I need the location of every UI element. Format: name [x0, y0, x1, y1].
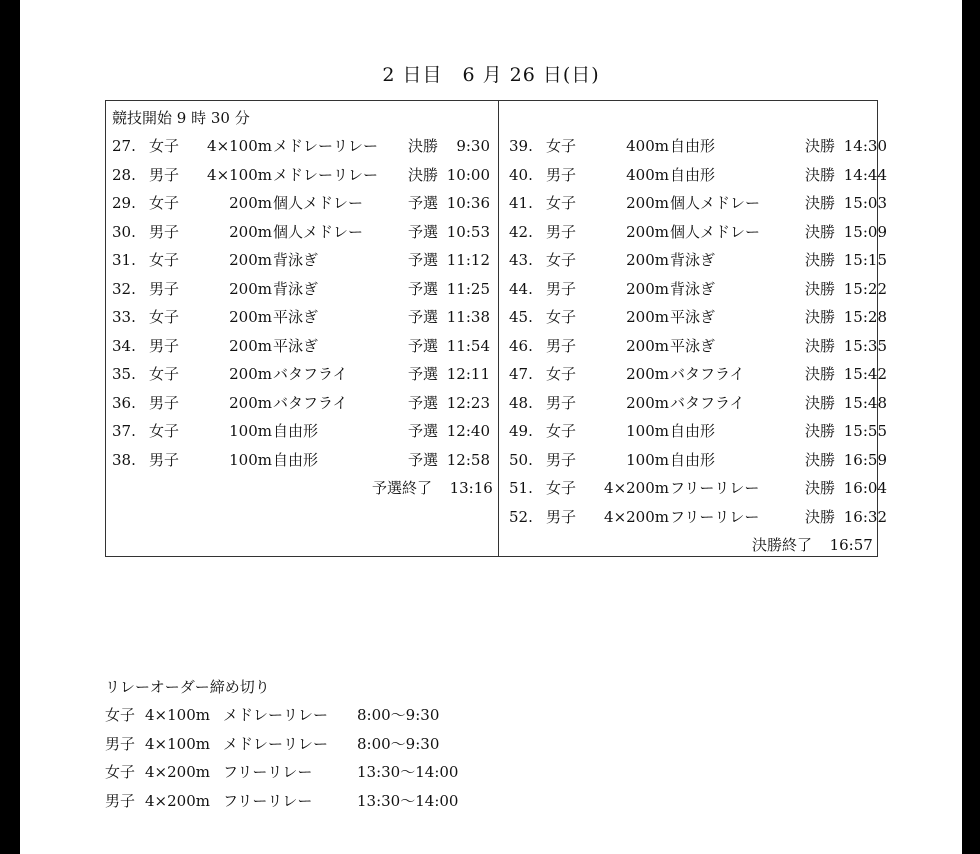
event-name: 自由形	[670, 450, 716, 469]
event-distance: 4×200m	[604, 479, 669, 497]
column-divider	[498, 101, 499, 556]
page-title: 2 日目 6 月 26 日(日)	[382, 64, 600, 86]
event-name: フリーリレー	[670, 479, 760, 497]
event-name: フリーリレー	[670, 507, 760, 526]
event-number: 30.	[112, 222, 136, 241]
event-number: 37.	[112, 422, 136, 440]
relay-gender: 男子	[105, 791, 136, 810]
event-round: 決勝	[805, 507, 836, 526]
event-number: 35.	[112, 365, 136, 383]
event-round: 予選	[408, 393, 439, 412]
event-distance: 200m	[626, 251, 669, 269]
event-gender: 女子	[546, 137, 577, 155]
start-time-label: 競技開始 9 時 30 分	[112, 109, 250, 127]
event-time: 12:23	[446, 393, 490, 412]
event-round: 決勝	[805, 222, 836, 241]
event-time: 9:30	[456, 137, 490, 155]
event-time: 11:25	[446, 279, 490, 298]
schedule-row	[509, 247, 889, 273]
event-distance: 200m	[626, 365, 669, 383]
schedule-page	[20, 0, 962, 854]
relay-distance: 4×200m	[145, 791, 210, 810]
relay-gender: 女子	[105, 706, 136, 724]
event-time: 16:59	[843, 450, 887, 469]
event-name: 個人メドレー	[670, 194, 761, 212]
event-time: 16:32	[843, 507, 887, 526]
left-end-label: 予選終了	[372, 479, 433, 497]
event-round: 予選	[408, 279, 439, 298]
event-distance: 4×100m	[207, 165, 272, 184]
schedule-row	[112, 276, 492, 302]
event-number: 28.	[112, 165, 136, 184]
event-number: 50.	[509, 450, 533, 469]
schedule-row	[112, 247, 492, 273]
event-gender: 男子	[546, 336, 577, 355]
schedule-row	[509, 276, 889, 302]
event-round: 予選	[408, 308, 439, 326]
event-number: 49.	[509, 422, 533, 440]
event-name: メドレーリレー	[273, 137, 379, 155]
relay-event: メドレーリレー	[223, 706, 329, 724]
event-distance: 200m	[626, 308, 669, 326]
event-time: 12:58	[446, 450, 490, 469]
event-distance: 4×200m	[604, 507, 669, 526]
event-name: バタフライ	[670, 393, 745, 412]
event-round: 予選	[408, 194, 439, 212]
event-number: 39.	[509, 137, 533, 155]
event-gender: 女子	[149, 308, 180, 326]
event-distance: 100m	[626, 450, 669, 469]
event-time: 14:44	[843, 165, 887, 184]
event-time: 16:04	[843, 479, 887, 497]
event-time: 10:36	[446, 194, 490, 212]
event-name: 平泳ぎ	[670, 336, 716, 355]
event-round: 予選	[408, 336, 439, 355]
schedule-row	[112, 133, 492, 159]
relay-window: 13:30〜14:00	[357, 791, 459, 810]
event-gender: 男子	[546, 222, 577, 241]
event-round: 決勝	[805, 422, 836, 440]
schedule-row	[112, 390, 492, 416]
event-name: バタフライ	[273, 393, 348, 412]
event-gender: 男子	[149, 393, 180, 412]
event-name: 自由形	[670, 165, 716, 184]
event-distance: 200m	[229, 222, 272, 241]
event-gender: 男子	[149, 450, 180, 469]
relay-distance: 4×200m	[145, 763, 210, 781]
event-round: 予選	[408, 450, 439, 469]
event-round: 予選	[408, 365, 439, 383]
event-time: 11:38	[446, 308, 490, 326]
right-end-label: 決勝終了	[752, 536, 813, 554]
event-distance: 200m	[229, 365, 272, 383]
event-distance: 200m	[626, 194, 669, 212]
event-time: 15:48	[843, 393, 887, 412]
relay-row	[105, 759, 505, 785]
event-time: 15:03	[843, 194, 887, 212]
event-time: 15:28	[843, 308, 887, 326]
event-time: 15:22	[843, 279, 887, 298]
event-number: 41.	[509, 194, 533, 212]
event-distance: 4×100m	[207, 137, 272, 155]
event-time: 11:12	[446, 251, 490, 269]
event-time: 10:00	[446, 165, 490, 184]
event-number: 46.	[509, 336, 533, 355]
event-number: 42.	[509, 222, 533, 241]
event-number: 40.	[509, 165, 533, 184]
event-number: 48.	[509, 393, 533, 412]
schedule-row	[509, 447, 889, 473]
event-round: 決勝	[805, 308, 836, 326]
event-round: 予選	[408, 422, 439, 440]
event-gender: 女子	[546, 479, 577, 497]
event-number: 45.	[509, 308, 533, 326]
event-time: 15:55	[843, 422, 887, 440]
event-distance: 200m	[626, 336, 669, 355]
event-gender: 女子	[546, 194, 577, 212]
relay-distance: 4×100m	[145, 734, 210, 753]
relay-row	[105, 731, 505, 757]
event-time: 14:30	[843, 137, 887, 155]
event-distance: 200m	[626, 393, 669, 412]
relay-gender: 女子	[105, 763, 136, 781]
event-distance: 200m	[229, 251, 272, 269]
event-name: 平泳ぎ	[273, 336, 319, 355]
event-round: 決勝	[805, 194, 836, 212]
schedule-table	[105, 100, 887, 557]
event-name: 個人メドレー	[670, 222, 761, 241]
event-name: 平泳ぎ	[273, 308, 319, 326]
event-round: 決勝	[805, 336, 836, 355]
event-gender: 女子	[546, 308, 577, 326]
schedule-row	[112, 447, 492, 473]
event-name: バタフライ	[670, 365, 745, 383]
event-number: 31.	[112, 251, 136, 269]
relay-heading: リレーオーダー締め切り	[105, 678, 270, 696]
event-gender: 男子	[149, 165, 180, 184]
event-gender: 男子	[546, 507, 577, 526]
right-end-row	[752, 532, 873, 558]
event-distance: 200m	[229, 308, 272, 326]
relay-event: フリーリレー	[223, 791, 313, 810]
schedule-row	[112, 361, 492, 387]
schedule-row	[509, 162, 889, 188]
event-gender: 男子	[546, 279, 577, 298]
event-time: 15:15	[843, 251, 887, 269]
relay-event: フリーリレー	[223, 763, 313, 781]
event-time: 11:54	[446, 336, 490, 355]
event-number: 51.	[509, 479, 533, 497]
relay-window: 8:00〜9:30	[357, 706, 440, 724]
event-distance: 100m	[229, 422, 272, 440]
event-distance: 200m	[229, 279, 272, 298]
event-distance: 200m	[626, 279, 669, 298]
event-name: メドレーリレー	[273, 165, 379, 184]
event-gender: 男子	[546, 165, 577, 184]
event-gender: 男子	[149, 336, 180, 355]
event-number: 52.	[509, 507, 533, 526]
event-round: 決勝	[408, 137, 439, 155]
event-round: 予選	[408, 251, 439, 269]
left-end-time: 13:16	[449, 479, 493, 497]
event-time: 15:35	[843, 336, 887, 355]
event-round: 決勝	[805, 137, 836, 155]
event-name: 個人メドレー	[273, 194, 364, 212]
event-gender: 男子	[546, 450, 577, 469]
schedule-row	[509, 190, 889, 216]
event-distance: 400m	[626, 137, 669, 155]
event-distance: 100m	[229, 450, 272, 469]
relay-row	[105, 702, 505, 728]
event-number: 32.	[112, 279, 136, 298]
schedule-row	[112, 418, 492, 444]
event-round: 決勝	[805, 279, 836, 298]
event-name: 自由形	[670, 422, 716, 440]
event-gender: 女子	[546, 251, 577, 269]
schedule-row	[509, 304, 889, 330]
event-gender: 女子	[149, 365, 180, 383]
event-round: 決勝	[805, 450, 836, 469]
event-time: 12:11	[446, 365, 490, 383]
event-round: 決勝	[805, 165, 836, 184]
event-name: 背泳ぎ	[273, 251, 319, 269]
event-number: 33.	[112, 308, 136, 326]
schedule-row	[112, 333, 492, 359]
event-number: 29.	[112, 194, 136, 212]
event-gender: 女子	[149, 137, 180, 155]
event-distance: 200m	[229, 393, 272, 412]
relay-window: 13:30〜14:00	[357, 763, 459, 781]
event-number: 43.	[509, 251, 533, 269]
event-number: 38.	[112, 450, 136, 469]
event-distance: 100m	[626, 422, 669, 440]
event-name: 自由形	[273, 450, 319, 469]
schedule-row	[509, 333, 889, 359]
event-name: 背泳ぎ	[670, 279, 716, 298]
schedule-row	[112, 304, 492, 330]
schedule-row	[509, 361, 889, 387]
right-end-time: 16:57	[829, 536, 873, 554]
event-name: 背泳ぎ	[670, 251, 716, 269]
schedule-row	[509, 504, 889, 530]
event-gender: 女子	[546, 422, 577, 440]
event-gender: 女子	[149, 194, 180, 212]
event-time: 15:09	[843, 222, 887, 241]
event-name: バタフライ	[273, 365, 348, 383]
schedule-row	[509, 390, 889, 416]
event-distance: 200m	[229, 194, 272, 212]
event-name: 自由形	[273, 422, 319, 440]
event-gender: 男子	[149, 222, 180, 241]
schedule-row	[112, 219, 492, 245]
relay-row	[105, 788, 505, 814]
event-round: 決勝	[805, 479, 836, 497]
event-number: 47.	[509, 365, 533, 383]
event-round: 決勝	[805, 393, 836, 412]
event-number: 36.	[112, 393, 136, 412]
schedule-row	[509, 219, 889, 245]
relay-event: メドレーリレー	[223, 734, 329, 753]
event-name: 自由形	[670, 137, 716, 155]
event-distance: 200m	[626, 222, 669, 241]
event-round: 決勝	[408, 165, 439, 184]
event-distance: 400m	[626, 165, 669, 184]
event-number: 34.	[112, 336, 136, 355]
event-gender: 女子	[149, 422, 180, 440]
event-gender: 男子	[546, 393, 577, 412]
schedule-row	[112, 162, 492, 188]
event-gender: 女子	[149, 251, 180, 269]
event-name: 個人メドレー	[273, 222, 364, 241]
event-number: 44.	[509, 279, 533, 298]
schedule-row	[112, 190, 492, 216]
relay-distance: 4×100m	[145, 706, 210, 724]
event-number: 27.	[112, 137, 136, 155]
event-round: 決勝	[805, 251, 836, 269]
event-time: 10:53	[446, 222, 490, 241]
event-time: 12:40	[446, 422, 490, 440]
event-name: 平泳ぎ	[670, 308, 716, 326]
relay-gender: 男子	[105, 734, 136, 753]
event-round: 予選	[408, 222, 439, 241]
schedule-row	[509, 475, 889, 501]
schedule-row	[509, 133, 889, 159]
event-gender: 女子	[546, 365, 577, 383]
event-round: 決勝	[805, 365, 836, 383]
event-gender: 男子	[149, 279, 180, 298]
event-distance: 200m	[229, 336, 272, 355]
event-name: 背泳ぎ	[273, 279, 319, 298]
relay-window: 8:00〜9:30	[357, 734, 440, 753]
left-end-row	[372, 475, 493, 501]
event-time: 15:42	[843, 365, 887, 383]
schedule-row	[509, 418, 889, 444]
